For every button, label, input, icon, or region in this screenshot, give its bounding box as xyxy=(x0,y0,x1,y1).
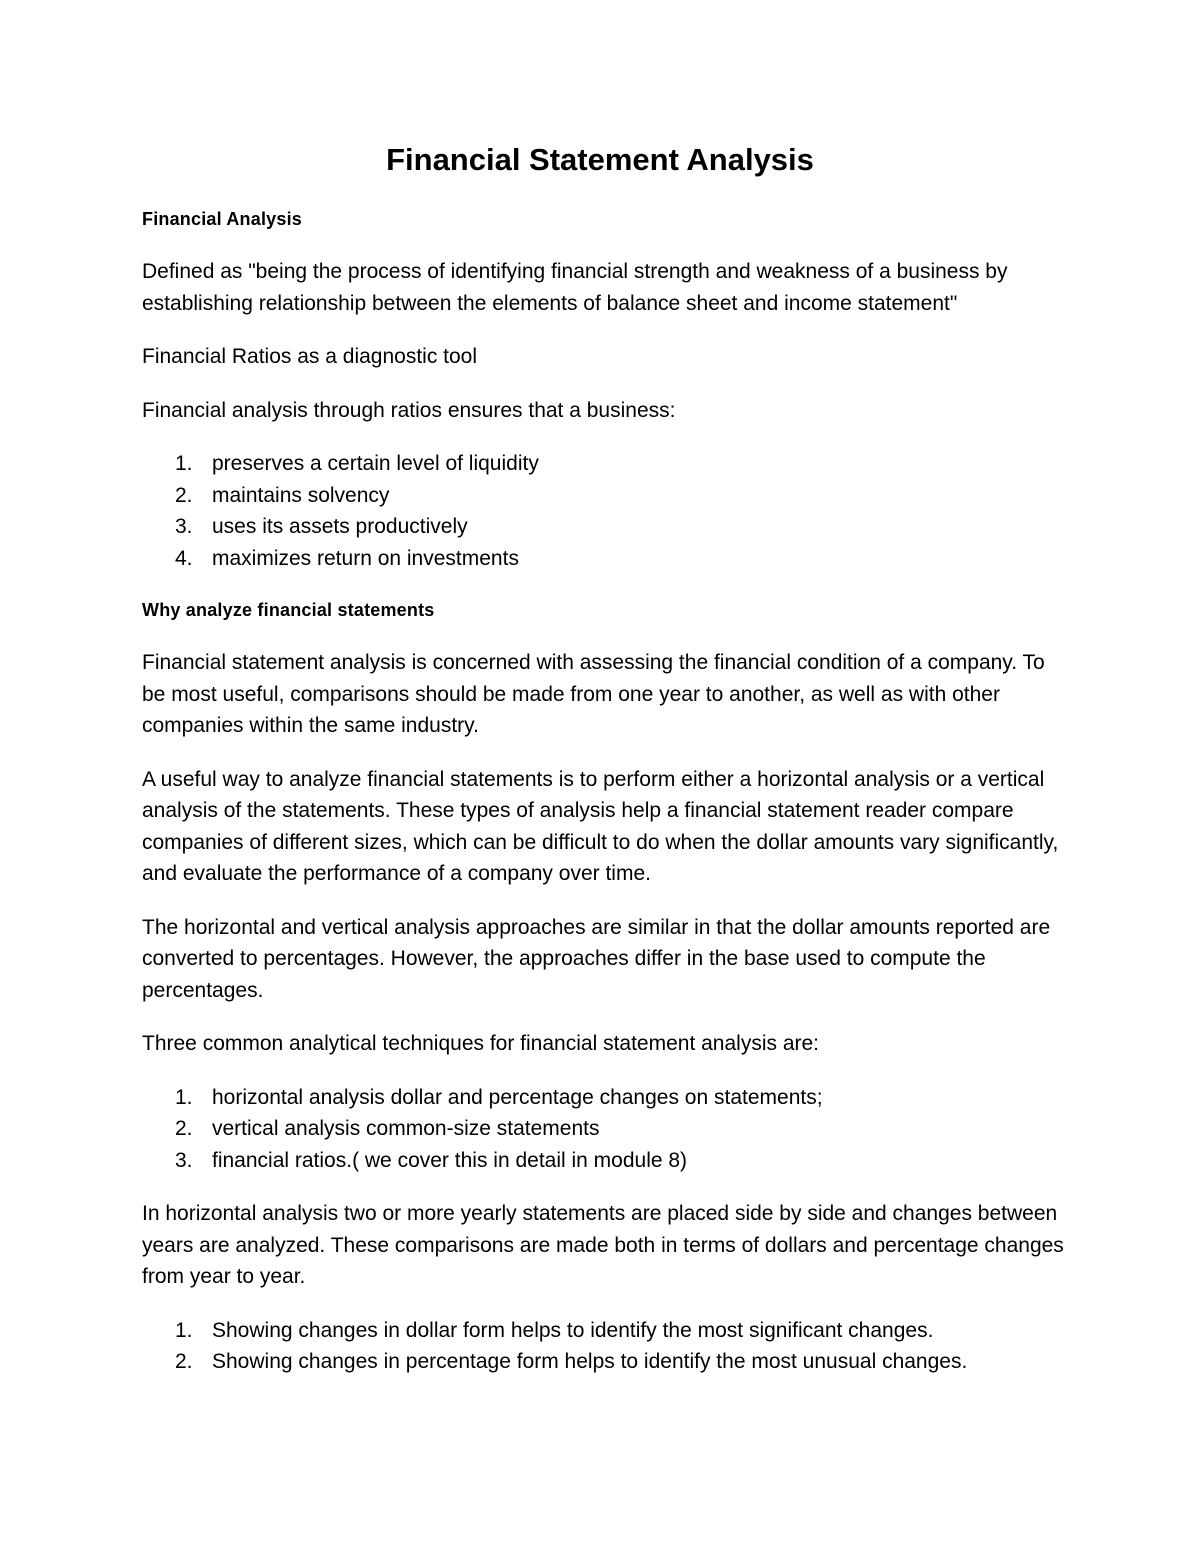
list-item-number: 2. xyxy=(175,1350,193,1373)
list-item xyxy=(142,480,1072,512)
list-item-text: Showing changes in dollar form helps to identify the most significant changes. xyxy=(212,1318,934,1342)
list-item xyxy=(142,1315,1072,1347)
list-item-number: 4. xyxy=(175,546,193,570)
list-item-text: preserves a certain level of liquidity xyxy=(212,452,539,475)
section-heading-why-analyze: Why analyze financial statements xyxy=(142,600,435,620)
horizontal-vertical-paragraph: A useful way to analyze financial statements is to perform either a horizontal analysis or a vertical analysis of the statements. These types of analysis help a financial statement reader compare companies of different sizes, which can be difficult to do when the dollar amounts vary significantly, and evaluate the performance of a company over time. xyxy=(142,767,1059,885)
list-item-number: 1. xyxy=(175,452,193,475)
list-item-number: 3. xyxy=(175,1148,193,1172)
list-item-text: financial ratios.( we cover this in detail in module 8) xyxy=(212,1148,688,1172)
list-item-number: 3. xyxy=(175,515,193,538)
list-item-text: vertical analysis common-size statements xyxy=(212,1117,600,1140)
list-item-text: horizontal analysis dollar and percentage changes on statements; xyxy=(212,1085,823,1109)
list-item xyxy=(142,511,1072,543)
ensures-list xyxy=(142,448,1072,574)
list-item-text: maximizes return on investments xyxy=(212,546,519,570)
list-item xyxy=(142,1145,1072,1177)
list-item xyxy=(142,1346,1072,1378)
list-item xyxy=(142,448,1072,480)
horizontal-analysis-paragraph: In horizontal analysis two or more yearly statements are placed side by side and changes between years are analyzed. These comparisons are made both in terms of dollars and percentage changes from year to year. xyxy=(142,1202,1064,1288)
condition-paragraph: Financial statement analysis is concerned with assessing the financial condition of a company. To be most useful, comparisons should be made from one year to another, as well as with other companies within the same industry. xyxy=(142,651,1045,737)
techniques-intro-paragraph: Three common analytical techniques for financial statement analysis are: xyxy=(142,1032,820,1055)
list-item xyxy=(142,1082,1072,1114)
list-item-text: uses its assets productively xyxy=(212,515,468,538)
list-item xyxy=(142,1113,1072,1145)
list-item xyxy=(142,543,1072,575)
list-item-number: 2. xyxy=(175,483,193,507)
list-item-text: Showing changes in percentage form helps to identify the most unusual changes. xyxy=(212,1350,968,1373)
list-item-number: 1. xyxy=(175,1318,193,1342)
techniques-list xyxy=(142,1082,1072,1177)
page-title: Financial Statement Analysis xyxy=(386,142,814,177)
list-item-number: 2. xyxy=(175,1117,193,1140)
ensures-intro-paragraph: Financial analysis through ratios ensures that a business: xyxy=(142,398,676,422)
list-item-text: maintains solvency xyxy=(212,483,390,507)
section-heading-financial-analysis: Financial Analysis xyxy=(142,209,302,229)
document-body xyxy=(142,205,1072,1378)
changes-list xyxy=(142,1315,1072,1378)
percentages-paragraph: The horizontal and vertical analysis approaches are similar in that the dollar amounts reported are converted to percentages. However, the approaches differ in the base used to compute the percentages. xyxy=(142,915,1051,1002)
ratios-tool-paragraph: Financial Ratios as a diagnostic tool xyxy=(142,345,478,368)
definition-paragraph: Defined as "being the process of identifying financial strength and weakness of a business by establishing relationship between the elements of balance sheet and income statement" xyxy=(142,260,1008,315)
list-item-number: 1. xyxy=(175,1085,193,1109)
